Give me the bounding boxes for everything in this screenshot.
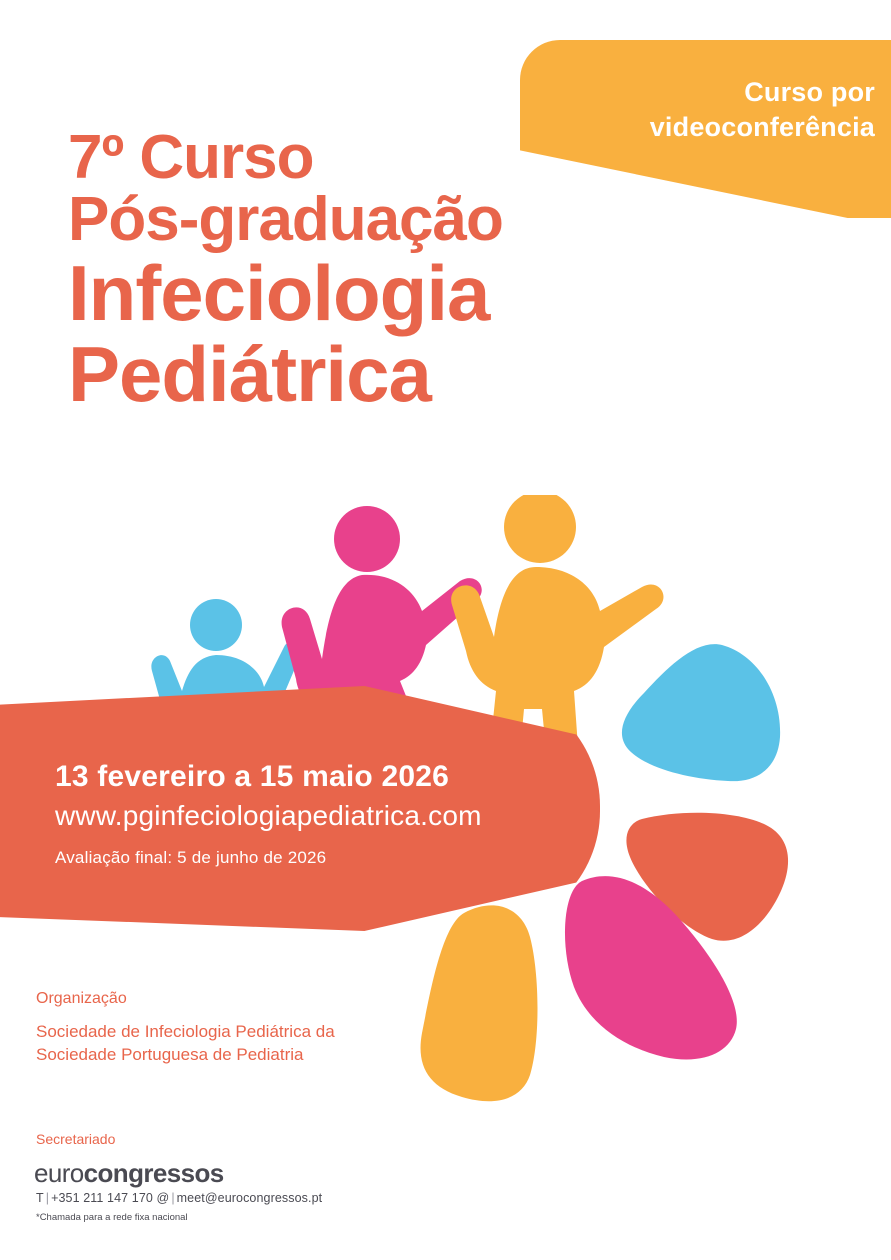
title-line-3: Infeciologia [68, 249, 490, 338]
banner-line-1: Curso por [744, 77, 875, 107]
title-line-1: 7º Curso [68, 123, 314, 192]
email-icon: @ [156, 1191, 170, 1205]
logo-text-light: euro [34, 1158, 84, 1188]
email-address[interactable]: meet@eurocongressos.pt [176, 1191, 323, 1205]
eurocongressos-logo [34, 1158, 224, 1189]
petal-blue-icon [622, 644, 780, 781]
organization-name-line-2: Sociedade Portuguesa de Pediatria [36, 1044, 304, 1064]
course-website[interactable]: www.pginfeciologiapediatrica.com [55, 800, 482, 831]
logo-text-bold: congressos [83, 1158, 224, 1188]
secretariat-contact [36, 1191, 322, 1205]
petal-yellow-icon [421, 905, 538, 1101]
phone-number: +351 211 147 170 [51, 1191, 153, 1205]
contact-separator-1: | [45, 1191, 50, 1205]
banner-line-2: videoconferência [649, 111, 875, 142]
contact-separator-2: | [171, 1191, 175, 1205]
phone-call-note: *Chamada para a rede fixa nacional [36, 1212, 188, 1223]
organization-name [36, 1021, 456, 1067]
organization-label: Organização [36, 990, 127, 1007]
title-line-4: Pediátrica [68, 329, 431, 418]
final-evaluation-date: Avaliação final: 5 de junho de 2026 [55, 848, 327, 867]
page-title [68, 123, 788, 418]
organization-name-line-1: Sociedade de Infeciologia Pediátrica da [36, 1022, 335, 1041]
phone-icon: T [36, 1191, 44, 1205]
course-dates: 13 fevereiro a 15 maio 2026 [55, 760, 449, 793]
title-line-2: Pós-graduação [68, 185, 503, 255]
secretariat-label: Secretariado [36, 1131, 116, 1147]
